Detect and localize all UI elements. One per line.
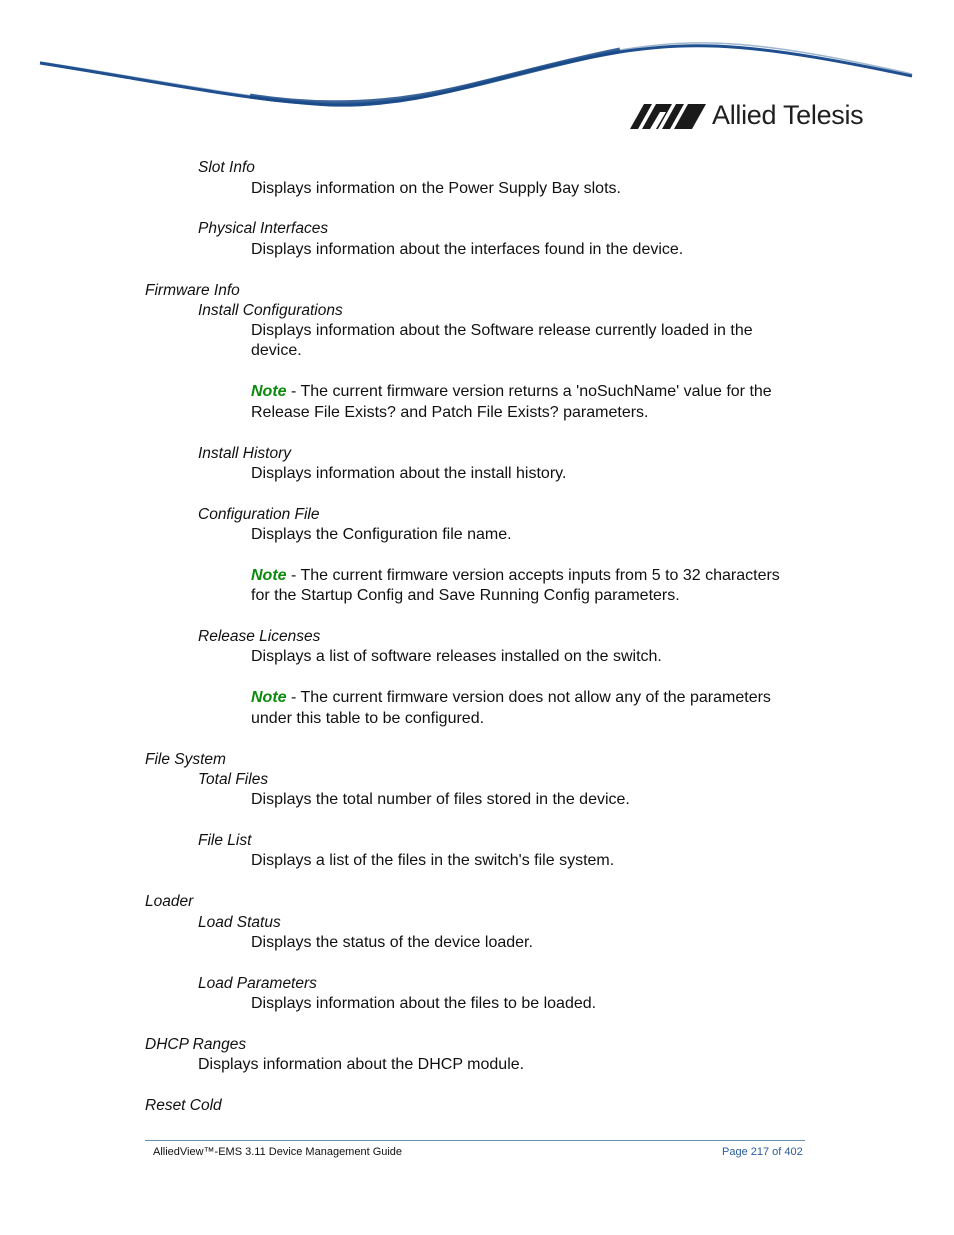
footer-page-number: Page 217 of 402: [722, 1146, 803, 1158]
note-paragraph: [251, 688, 771, 708]
note-text: - The current firmware version returns a 'noSuchName' value for the: [286, 383, 772, 400]
description-text: Displays information on the Power Supply Bay slots.: [251, 180, 621, 197]
description-text: Displays information about the files to be loaded.: [251, 995, 597, 1012]
description-text: Displays the Configuration file name.: [251, 526, 512, 543]
subsection-heading: Install History: [198, 445, 292, 462]
description-text: Displays information about the interfaces found in the device.: [251, 241, 684, 258]
company-logo: [630, 100, 863, 131]
subsection-heading: Slot Info: [198, 159, 255, 176]
footer-document-title: AlliedView™-EMS 3.11 Device Management Guide: [153, 1146, 403, 1158]
logo-wordmark: Allied Telesis: [712, 100, 864, 130]
description-text: Displays a list of the files in the switch's file system.: [251, 852, 615, 869]
footer-divider: [145, 1140, 805, 1141]
note-text: - The current firmware version accepts inputs from 5 to 32 characters: [286, 567, 780, 584]
description-text: Displays the total number of files stored in the device.: [251, 791, 630, 808]
subsection-heading: Load Parameters: [198, 975, 317, 992]
section-heading: Loader: [145, 893, 194, 910]
note-label: Note: [251, 383, 287, 400]
note-paragraph: [251, 382, 772, 402]
description-text: Displays information about the DHCP module.: [198, 1056, 525, 1073]
subsection-heading: Total Files: [198, 771, 269, 788]
section-heading: File System: [145, 751, 226, 768]
note-text: - The current firmware version does not allow any of the parameters: [286, 689, 771, 706]
subsection-heading: File List: [198, 832, 252, 849]
subsection-heading: Physical Interfaces: [198, 220, 329, 237]
description-text: Displays information about the Software release currently loaded in the: [251, 322, 753, 339]
description-text: Release File Exists? and Patch File Exists? parameters.: [251, 404, 649, 421]
description-text: under this table to be configured.: [251, 710, 485, 727]
note-label: Note: [251, 689, 287, 706]
description-text: Displays the status of the device loader.: [251, 934, 533, 951]
section-heading: Reset Cold: [145, 1097, 222, 1114]
section-heading: Firmware Info: [145, 282, 240, 299]
note-label: Note: [251, 567, 287, 584]
subsection-heading: Release Licenses: [198, 628, 321, 645]
allied-telesis-logo-icon: [630, 102, 706, 130]
description-text: Displays information about the install history.: [251, 465, 567, 482]
description-text: for the Startup Config and Save Running Config parameters.: [251, 587, 680, 604]
description-text: device.: [251, 342, 302, 359]
subsection-heading: Install Configurations: [198, 302, 343, 319]
note-paragraph: [251, 566, 780, 586]
subsection-heading: Load Status: [198, 914, 281, 931]
subsection-heading: Configuration File: [198, 506, 320, 523]
description-text: Displays a list of software releases installed on the switch.: [251, 648, 662, 665]
section-heading: DHCP Ranges: [145, 1036, 247, 1053]
